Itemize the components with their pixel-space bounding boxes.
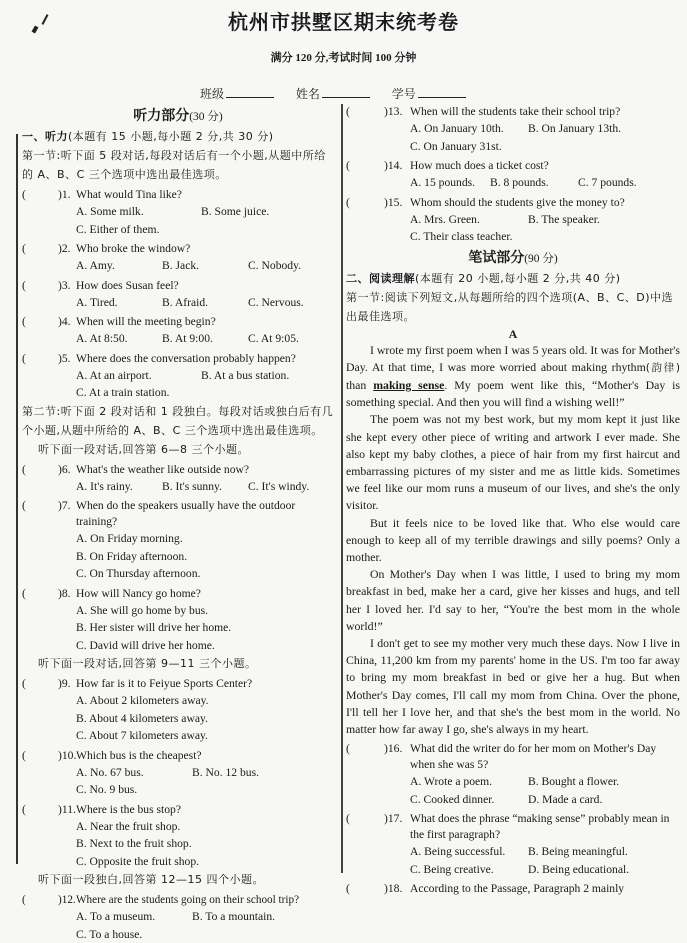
option: B. Her sister will drive her home. <box>76 619 334 637</box>
option: C. No. 9 bus. <box>76 781 334 799</box>
question-8-options <box>22 602 334 655</box>
option: B. To a mountain. <box>192 908 317 926</box>
option: A. On Friday morning. <box>76 530 334 548</box>
option: C. At 9:05. <box>248 330 334 348</box>
answer-blank[interactable]: ( <box>346 811 350 827</box>
option: C. 7 pounds. <box>578 174 658 192</box>
class-blank[interactable] <box>226 87 274 98</box>
option: A. Near the fruit shop. <box>76 818 334 836</box>
exam-subtitle: 满分 120 分,考试时间 100 分钟 <box>0 49 687 65</box>
option: B. Next to the fruit shop. <box>76 835 334 853</box>
question-10: ( )10. Which bus is the cheapest? <box>22 748 334 764</box>
question-3-options <box>22 294 334 312</box>
option: B. 8 pounds. <box>490 174 578 192</box>
reading-section1-instructions: 第一节:阅读下列短文,从每题所给的四个选项(A、B、C、D)中选出最佳选项。 <box>346 288 680 326</box>
question-9-options <box>22 692 334 745</box>
option: C. Nervous. <box>248 294 334 312</box>
question-6: ( )6. What's the weather like outside now? <box>22 462 334 478</box>
option: A. Mrs. Green. <box>410 211 528 229</box>
option: B. At 9:00. <box>162 330 248 348</box>
question-15: ( )15. Whom should the students give the money to? <box>346 195 680 211</box>
reading-part-title: 二、阅读理解(本题有 20 小题,每小题 2 分,共 40 分) <box>346 269 680 288</box>
option: A. Some milk. <box>76 203 201 221</box>
question-11: ( )11. Where is the bus stop? <box>22 802 334 818</box>
question-18: ( )18. According to the Passage, Paragraph 2 mainly <box>346 881 680 897</box>
option: C. Either of them. <box>76 221 334 239</box>
answer-blank[interactable]: ( <box>346 881 350 897</box>
question-17: ( )17. What does the phrase “making sense” probably mean in the first paragraph? <box>346 811 680 843</box>
question-16-options <box>346 773 680 808</box>
question-5-options <box>22 367 334 402</box>
option: A. On January 10th. <box>410 120 528 138</box>
question-13-options <box>346 120 680 155</box>
option: C. Nobody. <box>248 257 334 275</box>
name-blank[interactable] <box>322 87 370 98</box>
option: B. On January 13th. <box>528 120 658 138</box>
option: C. To a house. <box>76 926 334 943</box>
passage-paragraph-4: On Mother's Day when I was little, I used to bring my mom breakfast in bed, make her a card, give her kisses and hugs, and tell her I loved her. I'd say to her, “You're the best mom in the whole world!” <box>346 566 680 635</box>
option: A. No. 67 bus. <box>76 764 192 782</box>
answer-blank[interactable]: ( <box>22 314 26 330</box>
option: C. David will drive her home. <box>76 637 334 655</box>
answer-blank[interactable]: ( <box>22 462 26 478</box>
passage-paragraph-2: The poem was not my best work, but my mom kept it just like she kept every other piece of writing and artwork I ever made. She also kept my baby clothes, a piece of hair from my first haircut and embarrassing pictures of my sister and me as little kids. Sometimes we feel like our mom runs a museum of our lives, and she's the only visitor. <box>346 411 680 514</box>
question-1-options <box>22 203 334 238</box>
exam-title: 杭州市拱墅区期末统考卷 <box>0 6 687 35</box>
question-4-options <box>22 330 334 348</box>
right-column <box>346 101 680 897</box>
option: B. On Friday afternoon. <box>76 548 334 566</box>
answer-blank[interactable]: ( <box>22 241 26 257</box>
listening-heading: 听力部分(30 分) <box>22 106 334 127</box>
option: B. The speaker. <box>528 211 658 229</box>
listening-section1-instructions: 第一节:听下面 5 段对话,每段对话后有一个小题,从题中所给的 A、B、C 三个选项中选出最佳选项。 <box>22 146 334 184</box>
question-9: ( )9. How far is it to Feiyue Sports Center? <box>22 676 334 692</box>
question-13: ( )13. When will the students take their school trip? <box>346 104 680 120</box>
answer-blank[interactable]: ( <box>22 802 26 818</box>
writing-heading: 笔试部分(90 分) <box>346 248 680 269</box>
option: A. To a museum. <box>76 908 192 926</box>
answer-blank[interactable]: ( <box>22 892 26 908</box>
left-column <box>22 106 334 943</box>
question-8: ( )8. How will Nancy go home? <box>22 586 334 602</box>
question-6-options <box>22 478 334 496</box>
question-7: ( )7. When do the speakers usually have the outdoor training? <box>22 498 334 530</box>
option: A. At an airport. <box>76 367 201 385</box>
option: B. No. 12 bus. <box>192 764 317 782</box>
answer-blank[interactable]: ( <box>22 586 26 602</box>
option: A. It's rainy. <box>76 478 162 496</box>
option: D. Being educational. <box>528 861 658 879</box>
prompt-6-8: 听下面一段对话,回答第 6—8 三个小题。 <box>22 440 334 459</box>
passage-paragraph-1: I wrote my first poem when I was 5 years old. It was for Mother's Day. At that time, I was more worried about making rhythm(韵律) than making sense. My poem went like this, “Mother's Day is something special. And then you will find a wishing well!” <box>346 342 680 412</box>
answer-blank[interactable]: ( <box>22 351 26 367</box>
option: B. At a bus station. <box>201 367 331 385</box>
student-info-line <box>200 85 484 102</box>
option: C. On January 31st. <box>410 138 680 156</box>
listening-part-title: 一、听力(本题有 15 小题,每小题 2 分,共 30 分) <box>22 127 334 146</box>
option: B. Jack. <box>162 257 248 275</box>
student-id-blank[interactable] <box>418 87 466 98</box>
option: B. Afraid. <box>162 294 248 312</box>
option: B. Bought a flower. <box>528 773 658 791</box>
option: B. It's sunny. <box>162 478 248 496</box>
option: C. Opposite the fruit shop. <box>76 853 334 871</box>
question-14: ( )14. How much does a ticket cost? <box>346 158 680 174</box>
question-7-options <box>22 530 334 583</box>
option: A. Wrote a poem. <box>410 773 528 791</box>
answer-blank[interactable]: ( <box>346 158 350 174</box>
answer-blank[interactable]: ( <box>22 748 26 764</box>
option: D. Made a card. <box>528 791 658 809</box>
question-2-options <box>22 257 334 275</box>
prompt-9-11: 听下面一段对话,回答第 9—11 三个小题。 <box>22 654 334 673</box>
option: A. She will go home by bus. <box>76 602 334 620</box>
option: A. At 8:50. <box>76 330 162 348</box>
question-1: ( )1. What would Tina like? <box>22 187 334 203</box>
answer-blank[interactable]: ( <box>346 195 350 211</box>
answer-blank[interactable]: ( <box>22 278 26 294</box>
underlined-phrase: making sense <box>373 378 444 392</box>
option: A. Being successful. <box>410 843 528 861</box>
option: C. Their class teacher. <box>410 228 680 246</box>
question-2: ( )2. Who broke the window? <box>22 241 334 257</box>
question-12-options <box>22 908 334 943</box>
option: B. About 4 kilometers away. <box>76 710 334 728</box>
question-12: ( )12. Where are the students going on their school trip? <box>22 892 334 908</box>
option: A. 15 pounds. <box>410 174 490 192</box>
option: C. It's windy. <box>248 478 334 496</box>
passage-paragraph-3: But it feels nice to be loved like that. Who else would care enough to keep all of my terrible drawings and silly poems? Only a mother. <box>346 515 680 567</box>
student-id-field[interactable]: 学号 <box>392 85 466 102</box>
answer-blank[interactable]: ( <box>22 498 26 514</box>
answer-blank[interactable]: ( <box>346 104 350 120</box>
option: B. Being meaningful. <box>528 843 658 861</box>
question-3: ( )3. How does Susan feel? <box>22 278 334 294</box>
question-4: ( )4. When will the meeting begin? <box>22 314 334 330</box>
question-10-options <box>22 764 334 799</box>
answer-blank[interactable]: ( <box>346 741 350 757</box>
question-11-options <box>22 818 334 871</box>
column-divider <box>341 104 343 873</box>
listening-section2-instructions: 第二节:听下面 2 段对话和 1 段独白。每段对话或独白后有几个小题,从题中所给的 A、B、C 三个选项中选出最佳选项。 <box>22 402 334 440</box>
option: A. About 2 kilometers away. <box>76 692 334 710</box>
option: A. Tired. <box>76 294 162 312</box>
option: C. Cooked dinner. <box>410 791 528 809</box>
question-15-options <box>346 211 680 246</box>
passage-paragraph-5: I don't get to see my mother very much these days. Now I live in China, 11,200 km from my parents' home in the US. I'm too far away to bring my mom breakfast in bed or give her a hug. But when Mother's Day comes, I'll call my mom from China. Over the phone, I'll tell her I love her, and that she's the best mom in the world. No matter how far away I go, she's always in my heart. <box>346 635 680 738</box>
binding-line <box>16 134 18 864</box>
option: A. Amy. <box>76 257 162 275</box>
question-14-options <box>346 174 680 192</box>
question-16: ( )16. What did the writer do for her mom on Mother's Day when she was 5? <box>346 741 680 773</box>
passage-title: A <box>346 326 680 342</box>
answer-blank[interactable]: ( <box>22 676 26 692</box>
option: B. Some juice. <box>201 203 326 221</box>
option: C. About 7 kilometers away. <box>76 727 334 745</box>
answer-blank[interactable]: ( <box>22 187 26 203</box>
option: C. On Thursday afternoon. <box>76 565 334 583</box>
prompt-12-15: 听下面一段独白,回答第 12—15 四个小题。 <box>22 870 334 889</box>
class-field[interactable]: 班级 <box>200 85 274 102</box>
name-field[interactable]: 姓名 <box>296 85 370 102</box>
option: C. Being creative. <box>410 861 528 879</box>
question-5: ( )5. Where does the conversation probably happen? <box>22 351 334 367</box>
option: C. At a train station. <box>76 384 334 402</box>
